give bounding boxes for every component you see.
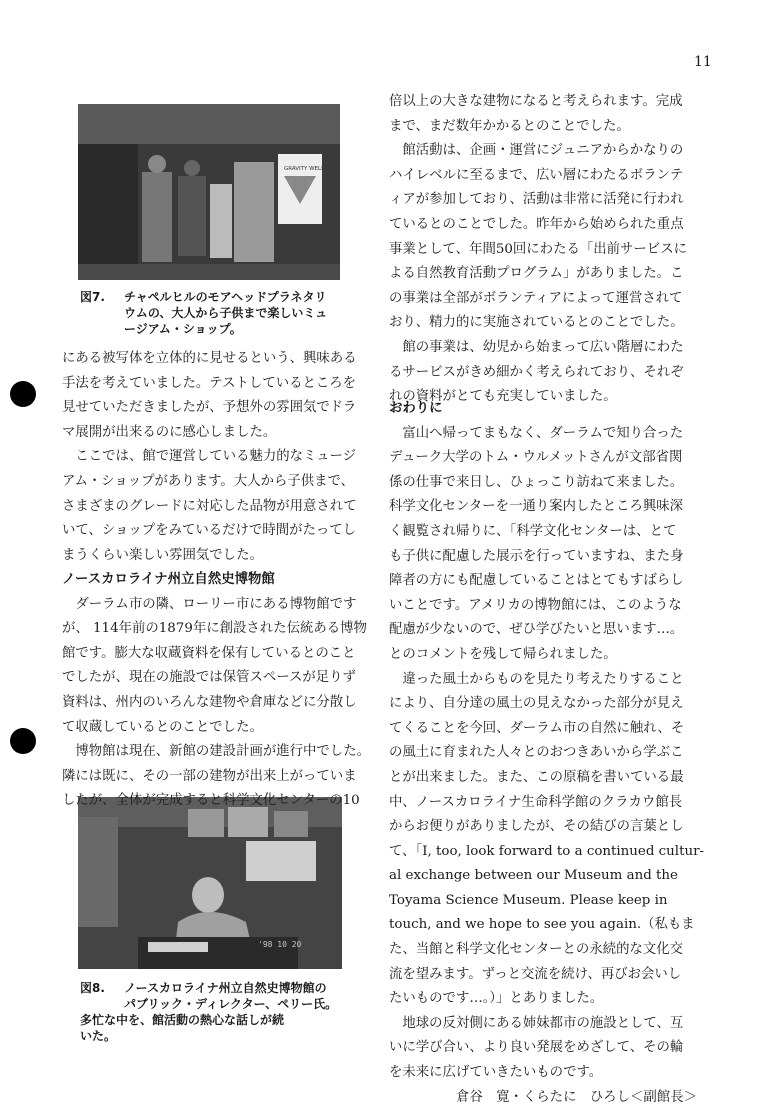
text-line: al exchange between our Museum and the <box>389 868 678 884</box>
text-line: 富山へ帰ってまもなく、ダーラムで知り合った <box>389 425 684 441</box>
text-line: いて、ショップをみているだけで時間がたってし <box>62 523 357 539</box>
text-line: まうくらい楽しい雰囲気でした。 <box>62 547 263 563</box>
figure-8-caption <box>80 980 350 1044</box>
figure-7-label: 図7. <box>80 290 105 304</box>
text-line: ダーラム市の隣、ローリー市にある博物館です <box>62 596 357 612</box>
text-line: 障者の方にも配慮していることはとてもすばらし <box>389 573 684 589</box>
text-line: れの資料がとても充実していました。 <box>389 389 617 405</box>
text-line: るサービスがきめ細かく考えられており、それぞ <box>389 364 684 380</box>
text-line: したが、全体が完成すると科学文化センターの10 <box>62 793 360 809</box>
text-line: まで、まだ数年かかるとのことでした。 <box>389 118 630 134</box>
text-line: ここでは、館で運営している魅力的なミュージ <box>62 449 357 465</box>
text-line: さまざまのグレードに対応した品物が用意されて <box>62 498 357 514</box>
text-line: よる自然教育活動プログラム」がありました。こ <box>389 266 684 282</box>
left-column-top <box>62 347 372 568</box>
section-heading-conclusion: おわりに <box>389 401 443 416</box>
text-line: 違った風土からものを見たり考えたりすること <box>389 671 684 687</box>
text-line: とが出来ました。また、この原稿を書いている最 <box>389 769 684 785</box>
text-line: てくることを今回、ダーラム市の自然に触れ、そ <box>389 720 685 736</box>
text-line: も子供に配慮した展示を行っていますね、また身 <box>389 548 684 564</box>
text-line: 事業として、年間50回にわたる「出前サービスに <box>389 241 687 257</box>
text-line: により、自分達の風土の見えなかった部分が見え <box>389 696 684 712</box>
text-line: からお便りがありましたが、その結びの言葉とし <box>389 819 684 835</box>
text-line: いことです。アメリカの博物館には、このような <box>389 597 682 613</box>
section-heading-museum: ノースカロライナ州立自然史博物館 <box>62 572 275 587</box>
text-line: 係の仕事で来日し、ひょっこり訪ねて来ました。 <box>389 474 684 490</box>
text-line: でしたが、現在の施設では保管スペースが足りず <box>62 670 356 686</box>
figure-8-label: 図8. <box>80 981 105 995</box>
text-line: 科学文化センターを一通り案内したところ興味深 <box>389 499 684 515</box>
text-line: 手法を考えていました。テストしているところを <box>62 375 357 391</box>
text-line: 館です。膨大な収蔵資料を保有しているとのこと <box>62 645 356 661</box>
figure-7-caption-line-2: ウムの、大人から子供まで楽しいミュ <box>124 306 328 320</box>
left-column-bottom <box>62 568 372 814</box>
right-column-bottom <box>389 397 711 1110</box>
author-signature: 倉谷 寛・くらたに ひろし＜副館長＞ <box>389 1089 697 1105</box>
text-line: にある被写体を立体的に見せるという、興味ある <box>62 351 357 366</box>
text-line: 館活動は、企画・運営にジュニアからかなりの <box>389 143 684 159</box>
right-column-top <box>389 90 711 410</box>
text-line: て、「I, too, look forward to a continued cultur- <box>389 843 705 859</box>
text-line: が、 114年前の1879年に創設された伝統ある博物 <box>62 621 367 637</box>
text-line: 隣には既に、その一部の建物が出来上がっていま <box>62 768 357 784</box>
text-line: の事業は全部がボランティアによって運営されて <box>389 290 683 306</box>
binder-hole-top <box>10 381 36 407</box>
text-line: touch, and we hope to see you again.（私もま <box>389 917 695 933</box>
text-line: ハイレベルに至るまで、広い層にわたるボランテ <box>389 167 684 183</box>
text-line: て収蔵しているとのことでした。 <box>62 719 263 735</box>
page-number: 11 <box>694 54 712 70</box>
date-stamp: '98 10 20 <box>258 940 302 949</box>
text-line: ているとのことでした。昨年から始められた重点 <box>389 216 684 232</box>
text-line: 博物館は現在、新館の建設計画が進行中でした。 <box>62 744 370 760</box>
text-line: を未来に広げていきたいものです。 <box>389 1065 603 1081</box>
text-line: Toyama Science Museum. Please keep in <box>389 892 668 908</box>
figure-7-caption <box>80 289 350 337</box>
binder-hole-bottom <box>10 728 36 754</box>
figure-8-photo <box>78 797 342 969</box>
figure-8-caption-line-2: パブリック・ディレクター、ペリー氏。 <box>124 997 338 1011</box>
text-line: デューク大学のトム・ウルメットさんが文部省関 <box>389 450 683 466</box>
figure-7-caption-line-1: チャペルヒルのモアヘッドプラネタリ <box>124 290 327 304</box>
text-line: 流を望みます。ずっと交流を続け、再びお会いし <box>389 966 682 982</box>
text-line: 中、ノースカロライナ生命科学館のクラカウ館長 <box>389 794 683 810</box>
text-line: たいものです…。）」とありました。 <box>389 991 604 1007</box>
figure-8-caption-line-3: 多忙な中を、館活動の熱心な話しが続 <box>80 1013 285 1027</box>
figure-8-caption-line-4: いた。 <box>80 1029 117 1043</box>
text-line: アム・ショップがあります。大人から子供まで、 <box>62 473 355 489</box>
text-line: 配慮が少ないので、ぜひ学びたいと思います…。 <box>389 622 684 638</box>
text-line: おり、精力的に実施されているとのことでした。 <box>389 315 684 331</box>
figure-7-photo <box>78 104 340 280</box>
text-line: 倍以上の大きな建物になると考えられます。完成 <box>389 94 683 109</box>
text-line: 地球の反対側にある姉妹都市の施設として、互 <box>389 1015 684 1031</box>
text-line: いに学び合い、より良い発展をめざして、その輪 <box>389 1040 684 1056</box>
figure-8-caption-line-1: ノースカロライナ州立自然史博物館の <box>124 981 327 995</box>
text-line: た、当館と科学文化センターとの永続的な文化交 <box>389 942 684 958</box>
text-line: 資料は、州内のいろんな建物や倉庫などに分散し <box>62 694 357 710</box>
figure-7-caption-line-3: ージアム・ショップ。 <box>124 322 242 336</box>
text-line: 館の事業は、幼児から始まって広い階層にわた <box>389 339 684 355</box>
text-line: く観覧され帰りに、「科学文化センターは、とて <box>389 523 677 539</box>
text-line: ィアが参加しており、活動は非常に活発に行われ <box>389 192 684 208</box>
text-line: の風土に育まれた人々とのおつきあいから学ぶこ <box>389 745 684 761</box>
sign-text: GRAVITY WELL <box>284 166 325 172</box>
text-line: マ展開が出来るのに感心しました。 <box>62 424 277 440</box>
text-line: とのコメントを残して帰られました。 <box>389 646 617 662</box>
text-line: 見せていただきましたが、予想外の雰囲気でドラ <box>62 400 357 416</box>
